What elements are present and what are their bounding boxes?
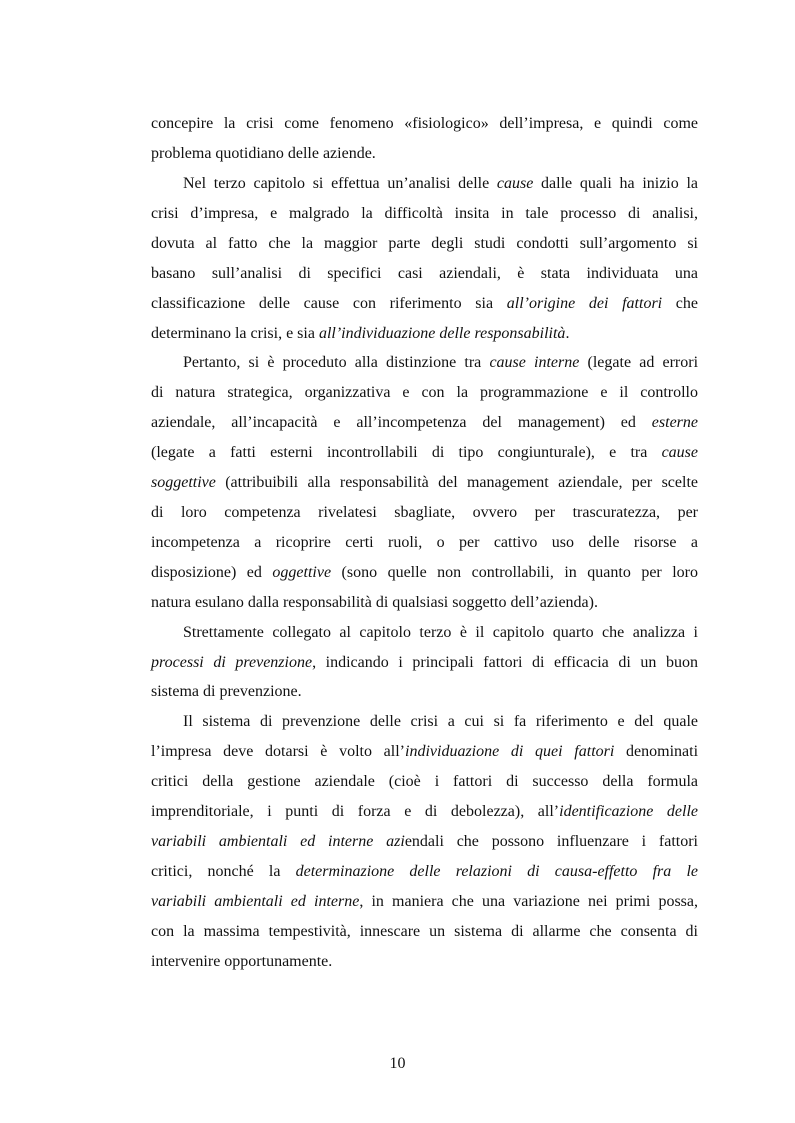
text-line [151, 952, 698, 972]
text-line [151, 383, 698, 403]
text-line [151, 533, 698, 553]
text-line [151, 772, 698, 792]
text-run: incompetenza a ricoprire certi ruoli, o per cattivo uso delle risorse a [151, 534, 698, 551]
text-run: sistema di prevenzione. [151, 683, 302, 700]
page-number: 10 [389, 1055, 406, 1072]
text-run: (sono quelle non controllabili, in quanto per loro [331, 564, 699, 581]
text-line [151, 473, 698, 493]
text-run: imprenditoriale, i punti di forza e di debolezza), all’ [151, 803, 560, 820]
text-run: (attribuibili alla responsabilità del management aziendale, per scelte [215, 474, 698, 491]
text-line [183, 712, 698, 732]
text-line [151, 922, 698, 942]
text-line [151, 892, 698, 912]
text-run: classificazione delle cause con riferimento sia [151, 295, 507, 312]
text-run: concepire la crisi come fenomeno «fisiologico» dell’impresa, e quindi come [151, 115, 698, 132]
text-line [151, 862, 698, 882]
text-line [151, 742, 698, 762]
text-line [151, 234, 698, 254]
italic-text: cause [496, 175, 534, 192]
text-run: critici, nonché la [151, 863, 296, 880]
text-run: Strettamente collegato al capitolo terzo è il capitolo quarto che analizza i [183, 624, 698, 641]
text-line [151, 653, 698, 673]
italic-text: soggettive [151, 474, 216, 491]
italic-text: all’origine dei fattori [506, 295, 663, 312]
text-line [183, 623, 698, 643]
text-run: (legate a fatti esterni incontrollabili di tipo congiunturale), e tra [151, 444, 662, 461]
text-line [151, 413, 698, 433]
italic-text: cause [661, 444, 698, 461]
italic-text: processi di prevenzione [151, 654, 313, 671]
text-run: endali che possono influenzare i fattori [404, 833, 699, 850]
text-run: dalle quali ha inizio la [533, 175, 698, 192]
italic-text: cause interne [489, 354, 580, 371]
text-line [151, 204, 698, 224]
text-run: intervenire opportunamente. [151, 953, 333, 970]
text-line [151, 682, 698, 702]
text-run: l’impresa deve dotarsi è volto all’ [151, 743, 405, 760]
text-run: che [662, 295, 699, 312]
text-run: denominati [614, 743, 699, 760]
text-line [151, 324, 698, 344]
italic-text: individuazione di quei fattori [405, 743, 615, 760]
text-run: disposizione) ed [151, 564, 273, 581]
italic-text: all’individuazione delle responsabilità [318, 325, 566, 342]
text-run: (legate ad errori [579, 354, 699, 371]
text-run: di loro competenza rivelatesi sbagliate, ovvero per trascuratezza, per [151, 504, 698, 521]
italic-text: variabili ambientali ed interne azi [151, 833, 405, 850]
text-run: problema quotidiano delle aziende. [151, 145, 376, 162]
text-run: . [565, 325, 570, 342]
text-line [183, 353, 698, 373]
text-line [183, 174, 698, 194]
text-run: , in maniera che una variazione nei primi possa, [359, 893, 698, 910]
text-run: con la massima tempestività, innescare un sistema di allarme che consenta di [151, 923, 698, 940]
text-line [151, 563, 698, 583]
italic-text: oggettive [272, 564, 332, 581]
text-line [151, 593, 698, 613]
text-run: Il sistema di prevenzione delle crisi a cui si fa riferimento e del quale [183, 713, 698, 730]
text-run: basano sull’analisi di specifici casi aziendali, è stata individuata una [151, 265, 698, 282]
italic-text: esterne [651, 414, 698, 431]
text-run: crisi d’impresa, e malgrado la difficoltà insita in tale processo di analisi, [151, 205, 698, 222]
text-run: Pertanto, si è proceduto alla distinzione tra [183, 354, 490, 371]
text-run: aziendale, all’incapacità e all’incompetenza del management) ed [151, 414, 652, 431]
text-line [151, 802, 698, 822]
text-run: Nel terzo capitolo si effettua un’analisi delle [183, 175, 497, 192]
italic-text: identificazione delle [559, 803, 699, 820]
italic-text: determinazione delle relazioni di causa-effetto fra le [295, 863, 698, 880]
text-run: dovuta al fatto che la maggior parte degli studi condotti sull’argomento si [151, 235, 698, 252]
text-run: di natura strategica, organizzativa e con la programmazione e il controllo [151, 384, 698, 401]
text-line [151, 144, 698, 164]
text-line [151, 443, 698, 463]
text-run: determinano la crisi, e sia [151, 325, 319, 342]
italic-text: variabili ambientali ed interne [151, 893, 360, 910]
text-run: , indicando i principali fattori di efficacia di un buon [312, 654, 698, 671]
text-line [151, 264, 698, 284]
text-run: natura esulano dalla responsabilità di qualsiasi soggetto dell’azienda). [151, 594, 598, 611]
text-line [151, 832, 698, 852]
text-line [151, 503, 698, 523]
text-run: critici della gestione aziendale (cioè i fattori di successo della formula [151, 773, 698, 790]
text-line [151, 114, 698, 134]
text-line [151, 294, 698, 314]
